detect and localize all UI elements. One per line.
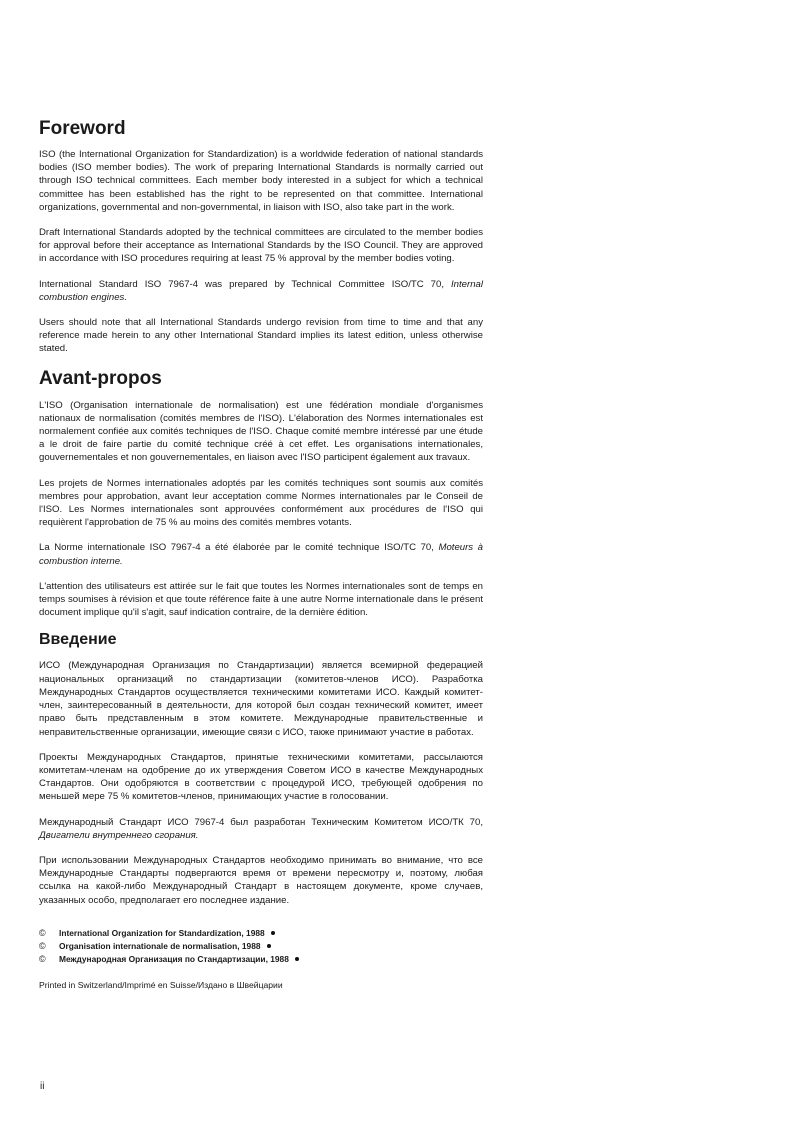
- bullet-icon: [271, 931, 275, 935]
- vvedenie-paragraph-2: Проекты Международных Стандартов, принятые техническими комитетами, рассылаются комитетам-членам на одобрение до их утверждения Советом ИСО в качестве Международных Стандартов. Они одобряются в соответствии с процедурой ИСО, требующей одобрения по меньшей мере 75 % комитетов-членов, принимающих участие в голосовании.: [39, 751, 483, 803]
- copyright-text-en: International Organization for Standardization, 1988: [59, 927, 265, 938]
- avant-propos-title: Avant-propos: [39, 367, 162, 389]
- copyright-icon: ©: [39, 940, 46, 951]
- avant-paragraph-2: Les projets de Normes internationales adoptés par les comités techniques sont soumis aux comités membres pour approbation, avant leur acceptation comme Normes internationales par le Conseil de l'ISO. Les Normes internationales sont approuvées conformément aux procédures de l'ISO qui requièrent l'approbation de 75 % au moins des comités membres votants.: [39, 477, 483, 529]
- bullet-icon: [295, 957, 299, 961]
- copyright-line: [39, 953, 483, 966]
- page-body: [39, 118, 483, 990]
- foreword-paragraph-1: ISO (the International Organization for Standardization) is a worldwide federation of national standards bodies (ISO member bodies). The work of preparing International Standards is normally carried out through ISO technical committees. Each member body interested in a subject for which a technical committee has been established has the right to be represented on that committee. International organizations, governmental and non-governmental, in liaison with ISO, also take part in the work.: [39, 149, 483, 213]
- vvedenie-title: Введение: [39, 631, 117, 649]
- copyright-line: [39, 927, 483, 940]
- copyright-icon: ©: [39, 927, 46, 938]
- copyright-block: [39, 927, 483, 966]
- vvedenie-p3-italic: Двигатели внутреннего сгорания.: [39, 829, 199, 841]
- foreword-paragraph-2: Draft International Standards adopted by the technical committees are circulated to the member bodies for approval before their acceptance as International Standards by the ISO Council. They are approved in accordance with ISO procedures requiring at least 75 % approval by the member bodies voting.: [39, 227, 483, 265]
- copyright-line: [39, 940, 483, 953]
- copyright-text-ru: Международная Организация по Стандартизации, 1988: [59, 953, 289, 964]
- vvedenie-p3-text: Международный Стандарт ИСО 7967-4 был разработан Техническим Комитетом ИСО/ТК 70,: [39, 816, 483, 828]
- copyright-text-fr: Organisation internationale de normalisation, 1988: [59, 940, 261, 951]
- foreword-paragraph-3: [39, 278, 483, 304]
- avant-paragraph-1: L'ISO (Organisation internationale de normalisation) est une fédération mondiale d'organismes nationaux de normalisation (comités membres de l'ISO). L'élaboration des Normes internationales est normalement confiée aux comités techniques de l'ISO. Chaque comité membre intéressé par une étude a le droit de faire partie du comité technique créé à cet effet. Les organisations internationales, gouvernementales et non gouvernementales, en liaison avec l'ISO participent également aux travaux.: [39, 399, 483, 464]
- vvedenie-paragraph-4: При использовании Международных Стандартов необходимо принимать во внимание, что все Международные Стандарты подвергаются время от времени пересмотру и, поэтому, любая ссылка на какой-либо Международный Стандарт в настоящем документе, кроме случаев, указанных особо, предполагает его последнее издание.: [39, 854, 483, 906]
- avant-p3-italic: Moteurs à combustion interne.: [39, 542, 483, 567]
- foreword-p3-text: International Standard ISO 7967-4 was prepared by Technical Committee ISO/TC 70,: [39, 278, 451, 290]
- avant-paragraph-4: L'attention des utilisateurs est attirée sur le fait que toutes les Normes internationales sont de temps en temps soumises à révision et que toute référence faite à une autre Norme internationale dans le présent document implique qu'il s'agit, sauf indication contraire, de la dernière édition.: [39, 580, 483, 619]
- page-number: ii: [40, 1081, 45, 1092]
- foreword-p3-italic: Internal combustion engines.: [39, 278, 483, 303]
- foreword-title: Foreword: [39, 118, 126, 139]
- vvedenie-paragraph-3: [39, 816, 483, 842]
- vvedenie-paragraph-1: ИСО (Международная Организация по Стандартизации) является всемирной федерацией национальных организаций по стандартизации (комитетов-членов ИСО). Разработка Международных Стандартов осуществляется техническими комитетами ИСО. Каждый комитет-член, заинтересованный в деятельности, для которой был создан технический комитет, имеет право быть представленным в этом комитете. Международные правительственные и неправительственные организации, имеющие связи с ИСО, также принимают участие в работах.: [39, 660, 483, 738]
- bullet-icon: [267, 944, 271, 948]
- foreword-paragraph-4: Users should note that all International Standards undergo revision from time to time and that any reference made herein to any other International Standard implies its latest edition, unless otherwise stated.: [39, 317, 483, 355]
- avant-p3-text: La Norme internationale ISO 7967-4 a été élaborée par le comité technique ISO/TC 70,: [39, 542, 439, 554]
- printed-in-note: Printed in Switzerland/Imprimé en Suisse/Издано в Швейцарии: [39, 979, 283, 990]
- avant-paragraph-3: [39, 541, 483, 567]
- copyright-icon: ©: [39, 953, 46, 964]
